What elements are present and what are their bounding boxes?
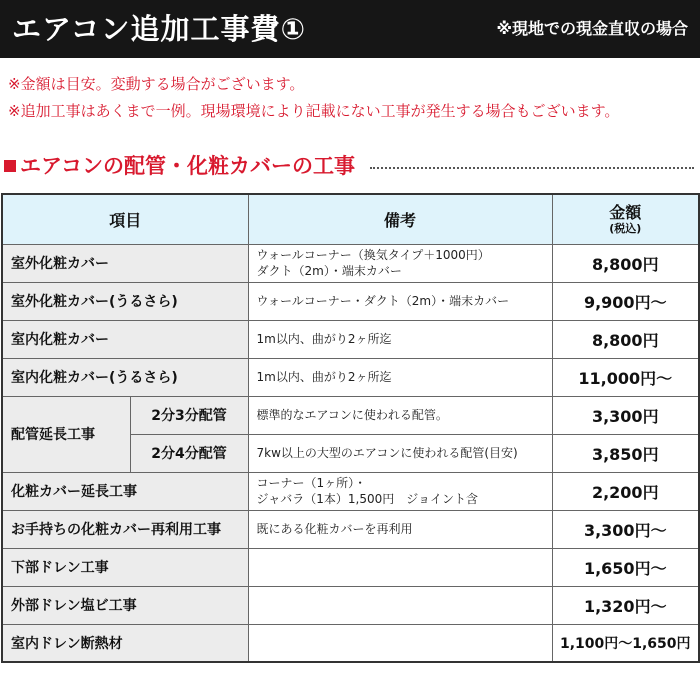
- note-cell: [248, 244, 552, 282]
- price-cell: 3,850円: [552, 434, 699, 472]
- item-cell: 化粧カバー延長工事: [2, 472, 248, 510]
- table-row: [2, 510, 699, 548]
- table-row: [2, 358, 699, 396]
- note-cell: [248, 548, 552, 586]
- price-cell: 11,000円～: [552, 358, 699, 396]
- note-cell: 7kw以上の大型のエアコンに使われる配管(目安): [248, 434, 552, 472]
- header-bar: [0, 0, 700, 58]
- note-cell: [248, 586, 552, 624]
- note-cell: [248, 624, 552, 662]
- table-row: [2, 548, 699, 586]
- note-line: ジャバラ（1本）1,500円 ジョイント含: [256, 492, 479, 506]
- item-cell: 室外化粧カバー(うるさら): [2, 282, 248, 320]
- price-cell: 9,900円～: [552, 282, 699, 320]
- section-title: エアコンの配管・化粧カバーの工事: [20, 154, 355, 178]
- table-header-row: [2, 194, 699, 244]
- table-row: [2, 396, 699, 434]
- section-heading: [0, 152, 700, 182]
- header-price-label: 金額: [609, 203, 642, 223]
- note-cell: 1m以内、曲がり2ヶ所迄: [248, 358, 552, 396]
- price-cell: 8,800円: [552, 244, 699, 282]
- header-note: 備考: [248, 194, 552, 244]
- note-cell: 標準的なエアコンに使われる配管。: [248, 396, 552, 434]
- table-row: [2, 586, 699, 624]
- table-row: [2, 472, 699, 510]
- note-cell: ウォールコーナー・ダクト（2m）・端末カバー: [248, 282, 552, 320]
- note-line: コーナー（1ヶ所）・: [256, 476, 367, 490]
- price-cell: 3,300円: [552, 396, 699, 434]
- note-cell: 既にある化粧カバーを再利用: [248, 510, 552, 548]
- price-cell: 1,100円～1,650円: [552, 624, 699, 662]
- item-cell: お手持ちの化粧カバー再利用工事: [2, 510, 248, 548]
- item-cell: 配管延長工事: [2, 396, 130, 472]
- note-cell: [248, 472, 552, 510]
- item-cell: 外部ドレン塩ビ工事: [2, 586, 248, 624]
- header-note: ※現地での現金直収の場合: [496, 19, 688, 38]
- price-cell: 1,320円～: [552, 586, 699, 624]
- item-cell: 室内ドレン断熱材: [2, 624, 248, 662]
- item-cell: 室内化粧カバー(うるさら): [2, 358, 248, 396]
- dotted-divider: [370, 167, 694, 169]
- price-table: [1, 193, 700, 663]
- table-row: [2, 282, 699, 320]
- table-row: [2, 320, 699, 358]
- price-cell: 8,800円: [552, 320, 699, 358]
- price-cell: 1,650円～: [552, 548, 699, 586]
- page-title: エアコン追加工事費①: [12, 12, 307, 46]
- header-price: [552, 194, 699, 244]
- header-price-tax: (税込): [609, 222, 642, 236]
- notice-estimate: ※金額は目安。変動する場合がございます。: [8, 75, 305, 93]
- header-item: 項目: [2, 194, 248, 244]
- table-row: [2, 624, 699, 662]
- note-line: ウォールコーナー（換気タイプ＋1000円）: [256, 248, 490, 262]
- table-row: [2, 244, 699, 282]
- item-cell: 室内化粧カバー: [2, 320, 248, 358]
- price-cell: 3,300円～: [552, 510, 699, 548]
- square-bullet-icon: [4, 160, 16, 172]
- note-line: ダクト（2m）・端末カバー: [256, 264, 402, 278]
- price-cell: 2,200円: [552, 472, 699, 510]
- note-cell: 1m以内、曲がり2ヶ所迄: [248, 320, 552, 358]
- sub-item-cell: 2分3分配管: [130, 396, 248, 434]
- item-cell: 室外化粧カバー: [2, 244, 248, 282]
- item-cell: 下部ドレン工事: [2, 548, 248, 586]
- sub-item-cell: 2分4分配管: [130, 434, 248, 472]
- notice-additional-work: ※追加工事はあくまで一例。現場環境により記載にない工事が発生する場合もございます。: [8, 102, 620, 120]
